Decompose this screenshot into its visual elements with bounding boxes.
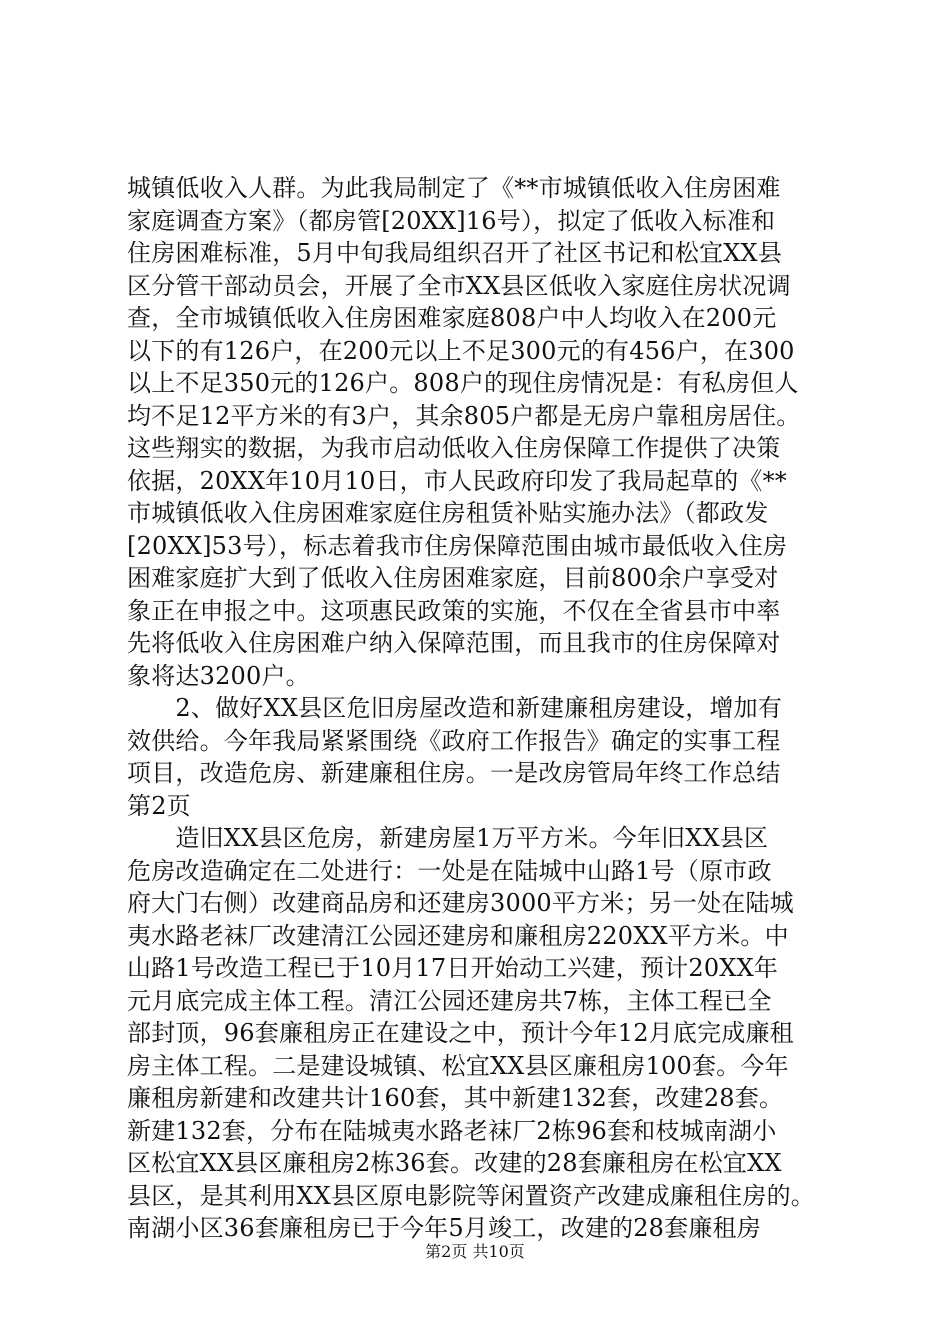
text-line: 均不足12平方米的有3户，其余805户都是无房户靠租房居住。: [127, 401, 801, 430]
text-line: 这些翔实的数据，为我市启动低收入住房保障工作提供了决策: [127, 434, 781, 462]
text-line: 家庭调查方案》（都房管[20XX]16号），拟定了低收入标准和: [127, 206, 776, 235]
text-line: 县区，是其利用XX县区原电影院等闲置资产改建成廉租住房的。: [127, 1181, 815, 1210]
text-line: 2、做好XX县区危旧房屋改造和新建廉租房建设，增加有: [127, 694, 783, 722]
text-line: 山路1号改造工程已于10月17日开始动工兴建，预计20XX年: [127, 954, 779, 982]
text-line: 效供给。今年我局紧紧围绕《政府工作报告》确定的实事工程: [127, 726, 781, 755]
text-line: 先将低收入住房困难户纳入保障范围，而且我市的住房保障对: [127, 629, 781, 657]
text-line: 部封顶，96套廉租房正在建设之中，预计今年12月底完成廉租: [127, 1019, 794, 1047]
text-line: 区松宜XX县区廉租房2栋36套。改建的28套廉租房在松宜XX: [127, 1149, 782, 1177]
text-line: 南湖小区36套廉租房已于今年5月竣工，改建的28套廉租房: [127, 1214, 761, 1242]
text-line: 造旧XX县区危房，新建房屋1万平方米。今年旧XX县区: [127, 824, 769, 852]
text-line: 依据，20XX年10月10日，市人民政府印发了我局起草的《**: [127, 466, 787, 495]
text-line: 市城镇低收入住房困难家庭住房租赁补贴实施办法》（都政发: [127, 499, 769, 527]
text-line: [20XX]53号），标志着我市住房保障范围由城市最低收入住房: [127, 531, 788, 560]
body-text: [127, 172, 832, 1245]
text-line: 廉租房新建和改建共计160套，其中新建132套，改建28套。: [127, 1084, 784, 1112]
text-line: 元月底完成主体工程。清江公园还建房共7栋，主体工程已全: [127, 986, 772, 1015]
text-line: 困难家庭扩大到了低收入住房困难家庭，目前800余户享受对: [127, 564, 779, 592]
text-line: 住房困难标准，5月中旬我局组织召开了社区书记和松宜XX县: [127, 239, 783, 267]
text-line: 以下的有126户，在200元以上不足300元的有456户，在300: [127, 336, 795, 365]
text-line: 象正在申报之中。这项惠民政策的实施，不仅在全省县市中率: [127, 596, 781, 625]
text-line: 项目，改造危房、新建廉租住房。一是改房管局年终工作总结: [127, 759, 781, 787]
text-line: 象将达3200户。: [127, 661, 310, 690]
text-line: 新建132套，分布在陆城夷水路老袜厂2栋96套和枝城南湖小: [127, 1116, 777, 1145]
text-line: 城镇低收入人群。为此我局制定了《**市城镇低收入住房困难: [127, 174, 781, 202]
text-line: 房主体工程。二是建设城镇、松宜XX县区廉租房100套。今年: [127, 1051, 789, 1080]
inline-page-marker: 第2页: [127, 791, 191, 820]
page-footer: 第2页 共10页: [425, 1242, 525, 1261]
text-line: 查，全市城镇低收入住房困难家庭808户中人均收入在200元: [127, 304, 777, 332]
text-line: 府大门右侧）改建商品房和还建房3000平方米；另一处在陆城: [127, 889, 794, 917]
text-line: 区分管干部动员会，开展了全市XX县区低收入家庭住房状况调: [127, 271, 791, 300]
text-line: 夷水路老袜厂改建清江公园还建房和廉租房220XX平方米。中: [127, 921, 789, 950]
text-line: 危房改造确定在二处进行：一处是在陆城中山路1号（原市政: [127, 856, 772, 885]
text-line: 以上不足350元的126户。808户的现住房情况是：有私房但人: [127, 369, 799, 397]
